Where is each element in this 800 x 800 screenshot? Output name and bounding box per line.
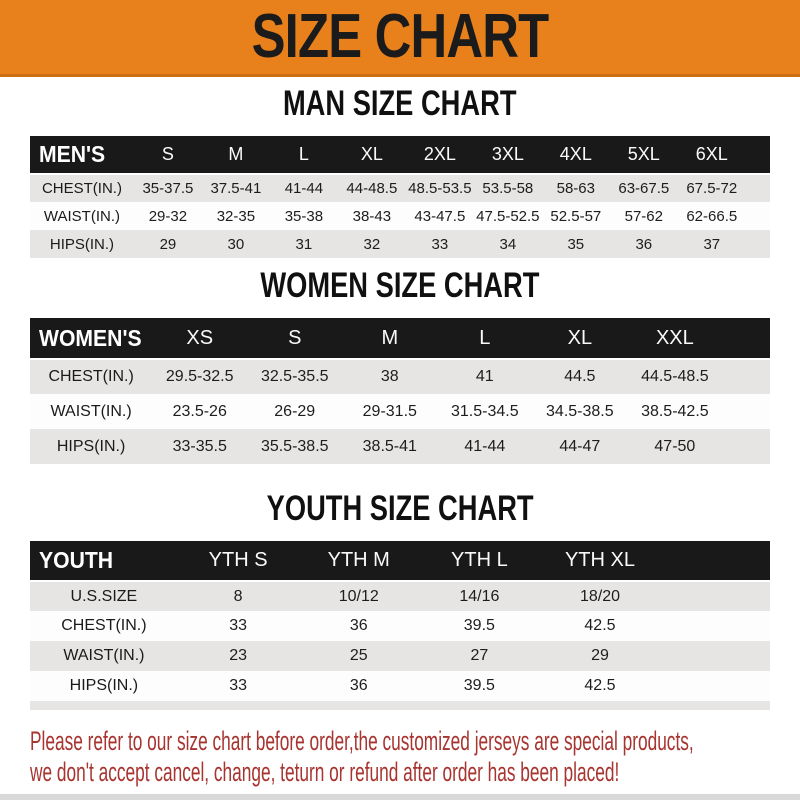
size-column-header: S [134,136,202,174]
size-value-cell: 44.5 [564,368,596,385]
size-value-cell: 29-31.5 [362,402,417,420]
size-table-header-row [30,136,770,174]
size-chart-banner [0,0,800,77]
footer-notice [30,726,800,788]
table-row [30,202,770,230]
size-value-cell: 26-29 [274,402,316,420]
size-column-header: XL [338,136,406,174]
size-value-cell: 44-47 [559,437,601,455]
table-group-label-text: YOUTH [39,547,114,573]
size-value-cell: 23.5-26 [172,402,227,420]
size-value-cell: 38 [380,368,399,385]
table-row [30,581,770,611]
row-filler-cell [660,581,770,611]
size-value-cell: 33 [229,677,247,694]
size-value-cell: 41-44 [284,180,324,197]
table-row [30,394,770,429]
women-size-table [30,318,770,464]
size-value-cell: 32.5-35.5 [260,368,329,385]
header-filler-cell [722,318,770,359]
size-value-cell: 8 [233,587,243,605]
size-column-header: XS [152,318,247,359]
size-value-cell: 29-32 [148,207,188,225]
row-label: CHEST(IN.) [48,368,134,385]
size-value-cell: 10/12 [338,587,379,605]
row-filler-cell [660,671,770,701]
size-column-header: L [437,318,532,359]
women-size-chart-title-text: WOMEN SIZE CHART [260,266,540,305]
row-label: WAIST(IN.) [43,207,121,225]
size-value-cell: 33-35.5 [172,437,227,455]
size-column-header: XL [532,318,627,359]
size-column-header: 2XL [406,136,474,174]
row-label: HIPS(IN.) [49,235,115,253]
size-column-header: YTH S [178,541,299,581]
size-value-cell: 31.5-34.5 [451,402,519,420]
size-value-cell: 34 [499,235,517,253]
youth-size-chart-title [0,491,800,527]
page-bottom-strip [0,794,800,800]
size-column-header: 6XL [678,136,746,174]
size-value-cell: 44-48.5 [346,180,398,197]
size-column-header: 5XL [610,136,678,174]
size-value-cell: 32-35 [216,207,256,225]
row-filler-cell [746,202,770,230]
size-value-cell: 35 [567,235,585,253]
table-row [30,611,770,641]
banner-title: SIZE CHART [251,2,549,71]
size-column-header: S [247,318,342,359]
size-value-cell: 27 [470,647,489,664]
youth-size-chart-title-text: YOUTH SIZE CHART [266,489,534,528]
size-value-cell: 36 [635,235,653,253]
size-column-header: 3XL [474,136,542,174]
table-row [30,230,770,258]
footer-notice-line2: we don't accept cancel, change, teturn or refund after order has been placed! [30,757,620,787]
row-filler-cell [722,394,770,429]
size-value-cell: 18/20 [579,587,620,605]
size-column-header: XXL [627,318,722,359]
size-value-cell: 25 [349,647,368,664]
size-column-header: YTH L [419,541,540,581]
size-value-cell: 23 [229,647,247,664]
row-filler-cell [722,429,770,464]
size-value-cell: 62-66.5 [686,207,738,225]
size-value-cell: 44.5-48.5 [641,368,709,385]
size-value-cell: 48.5-53.5 [408,180,472,197]
size-value-cell: 47.5-52.5 [476,207,540,225]
size-column-header: YTH XL [540,541,661,581]
size-value-cell: 38-43 [352,207,392,225]
size-value-cell: 36 [349,677,368,694]
size-value-cell: 29.5-32.5 [165,368,234,385]
footer-notice-line1: Please refer to our size chart before order,the customized jerseys are special products, [30,726,694,756]
man-size-chart-title [0,86,800,122]
size-column-header: L [270,136,338,174]
size-table-header-row [30,541,770,581]
size-value-cell: 29 [591,647,609,664]
size-value-cell: 39.5 [463,617,495,634]
row-filler-cell [746,174,770,202]
section-women-size-chart [0,268,800,464]
size-value-cell: 35-37.5 [142,180,194,197]
size-value-cell: 14/16 [459,587,500,605]
man-size-table-wrap [30,136,770,258]
size-value-cell: 67.5-72 [686,180,738,197]
header-filler-cell [660,541,770,581]
table-row [30,174,770,202]
size-value-cell: 41 [475,368,494,385]
youth-size-table [30,541,770,701]
size-value-cell: 63-67.5 [618,180,670,197]
size-value-cell: 38.5-41 [362,437,417,455]
row-label: HIPS(IN.) [56,437,126,455]
row-label: HIPS(IN.) [69,677,139,694]
size-value-cell: 31 [295,235,313,253]
table-group-label-text: MEN'S [39,141,106,167]
table-group-label [30,136,134,174]
section-man-size-chart [0,86,800,258]
size-value-cell: 42.5 [584,677,616,694]
size-value-cell: 36 [349,617,368,634]
row-label: CHEST(IN.) [61,617,147,634]
size-value-cell: 32 [363,235,381,253]
size-column-header: M [342,318,437,359]
table-row [30,641,770,671]
size-column-header: 4XL [542,136,610,174]
size-value-cell: 34.5-38.5 [546,402,614,420]
size-column-header: M [202,136,270,174]
size-table-header-row [30,318,770,359]
youth-table-bottom-strip [30,701,770,710]
row-filler-cell [660,611,770,641]
youth-size-table-wrap [30,541,770,710]
table-row [30,359,770,394]
size-value-cell: 41-44 [464,437,506,455]
size-value-cell: 35-38 [284,207,324,225]
size-value-cell: 39.5 [463,677,495,694]
table-group-label-text: WOMEN'S [39,324,142,351]
women-size-chart-title [0,268,800,304]
size-value-cell: 29 [159,235,177,253]
row-label: WAIST(IN.) [63,647,145,664]
size-value-cell: 30 [227,235,245,253]
header-filler-cell [746,136,770,174]
man-size-table [30,136,770,258]
row-filler-cell [660,641,770,671]
man-size-chart-title-text: MAN SIZE CHART [283,84,517,123]
size-value-cell: 57-62 [624,207,663,225]
size-value-cell: 42.5 [584,617,616,634]
size-value-cell: 53.5-58 [482,180,534,197]
size-column-header: YTH M [298,541,419,581]
size-value-cell: 33 [431,235,449,253]
size-value-cell: 43-47.5 [414,207,466,225]
size-value-cell: 37 [703,235,721,253]
women-size-table-wrap [30,318,770,464]
table-group-label [30,541,178,581]
size-value-cell: 37.5-41 [210,180,262,197]
table-row [30,429,770,464]
table-row [30,671,770,701]
size-value-cell: 58-63 [556,180,595,197]
row-filler-cell [722,359,770,394]
size-value-cell: 52.5-57 [550,207,602,225]
table-group-label [30,318,152,359]
row-filler-cell [746,230,770,258]
row-label: U.S.SIZE [70,587,138,605]
size-value-cell: 38.5-42.5 [641,402,709,420]
row-label: CHEST(IN.) [41,180,122,197]
size-value-cell: 33 [229,617,247,634]
row-label: WAIST(IN.) [50,402,132,420]
section-youth-size-chart [0,491,800,710]
size-value-cell: 47-50 [654,437,696,455]
size-value-cell: 35.5-38.5 [260,437,329,455]
